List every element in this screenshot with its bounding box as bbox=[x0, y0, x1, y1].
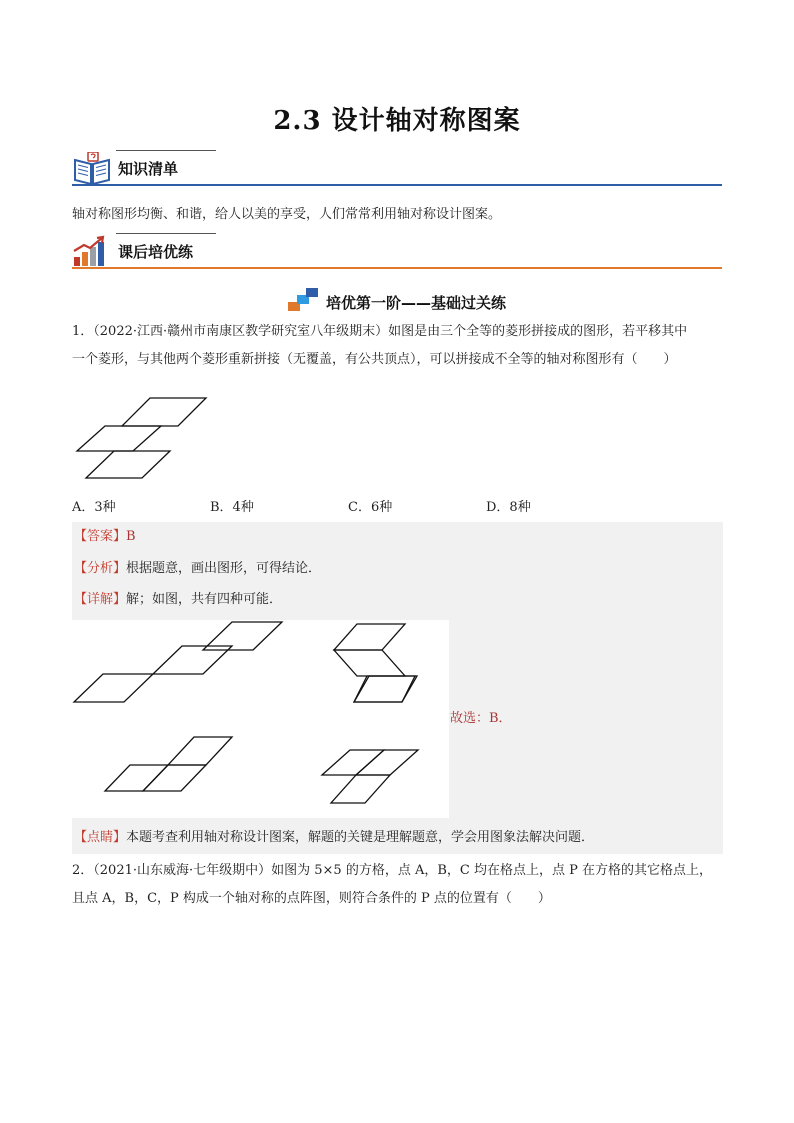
option-a: A．3种 bbox=[72, 500, 116, 515]
answer-figures bbox=[72, 620, 449, 818]
analysis-text: 根据题意，画出图形，可得结论． bbox=[126, 561, 322, 576]
rhombus bbox=[334, 650, 405, 676]
question-1-line-2: 一个菱形，与其他两个菱形重新拼接（无覆盖，有公共顶点），可以拼接成不全等的轴对称图形有（ ） bbox=[72, 352, 677, 367]
section-label: 课后培优练 bbox=[118, 243, 194, 261]
detail-line bbox=[72, 587, 282, 613]
option-d: D．8种 bbox=[486, 500, 531, 515]
comment-tag: 【点睛】 bbox=[74, 830, 127, 845]
page-title: 2.3 设计轴对称图案 bbox=[273, 106, 521, 136]
comment-text: 本题考查利用轴对称设计图案，解题的关键是理解题意，学会用图象法解决问题． bbox=[126, 830, 595, 845]
rhombus bbox=[86, 451, 170, 478]
section-header-practice bbox=[72, 233, 722, 273]
section-header-knowledge bbox=[72, 150, 722, 190]
steps-icon bbox=[288, 288, 322, 312]
bar-chart-icon bbox=[72, 235, 108, 267]
rhombus bbox=[356, 750, 418, 775]
question-2-line-1: 2．（2021·山东威海·七年级期中）如图为 5×5 的方格，点 A，B，C 均在格点上，点 P 在方格的其它格点上， bbox=[72, 863, 712, 878]
detail-tag: 【详解】 bbox=[74, 592, 127, 607]
subsection-label: 培优第一阶——基础过关练 bbox=[325, 294, 506, 312]
question-1-line-1: 1．（2022·江西·赣州市南康区教学研究室八年级期末）如图是由三个全等的菱形拼接成的图形，若平移其中 bbox=[72, 324, 688, 339]
rhombus bbox=[334, 624, 405, 650]
rhombus bbox=[105, 765, 168, 791]
option-c: C．6种 bbox=[348, 500, 393, 515]
answer-value: B bbox=[126, 529, 136, 544]
question-1-figure bbox=[72, 395, 212, 483]
comment-line bbox=[72, 825, 594, 851]
question-2 bbox=[72, 857, 732, 913]
analysis-line bbox=[72, 556, 321, 582]
analysis-tag: 【分析】 bbox=[74, 561, 127, 576]
question-2-line-2: 且点 A，B，C，P 构成一个轴对称的点阵图，则符合条件的 P 点的位置有（ ） bbox=[72, 891, 551, 906]
answer-figure-panel bbox=[72, 620, 449, 818]
rhombus bbox=[122, 398, 206, 426]
section-blue-rule bbox=[72, 184, 722, 186]
section-label: 知识清单 bbox=[118, 160, 179, 178]
rhombus bbox=[331, 775, 390, 803]
arrangement-2 bbox=[334, 624, 417, 702]
answer-line bbox=[72, 524, 136, 550]
rhombus bbox=[168, 737, 232, 765]
arrangement-3 bbox=[105, 737, 232, 791]
rhombus bbox=[322, 750, 384, 775]
section-orange-rule bbox=[72, 267, 722, 269]
subsection-title bbox=[0, 288, 794, 313]
question-1 bbox=[72, 318, 732, 374]
option-b: B．4种 bbox=[210, 500, 254, 515]
rhombus bbox=[77, 426, 161, 451]
arrangement-4 bbox=[322, 750, 418, 803]
rhombus bbox=[74, 674, 153, 702]
header-top-rule bbox=[116, 233, 216, 234]
rhombus bbox=[354, 676, 417, 702]
rhombus bbox=[354, 676, 415, 702]
rhombus bbox=[143, 765, 206, 791]
answer-tag: 【答案】 bbox=[74, 529, 127, 544]
header-top-rule bbox=[116, 150, 216, 151]
book-icon bbox=[72, 152, 112, 186]
arrangement-1 bbox=[74, 622, 282, 702]
detail-text: 解；如图，共有四种可能． bbox=[126, 592, 283, 607]
knowledge-text: 轴对称图形均衡、和谐，给人以美的享受，人们常常利用轴对称设计图案。 bbox=[72, 207, 502, 222]
conclusion-text: 故选：B． bbox=[450, 711, 512, 726]
